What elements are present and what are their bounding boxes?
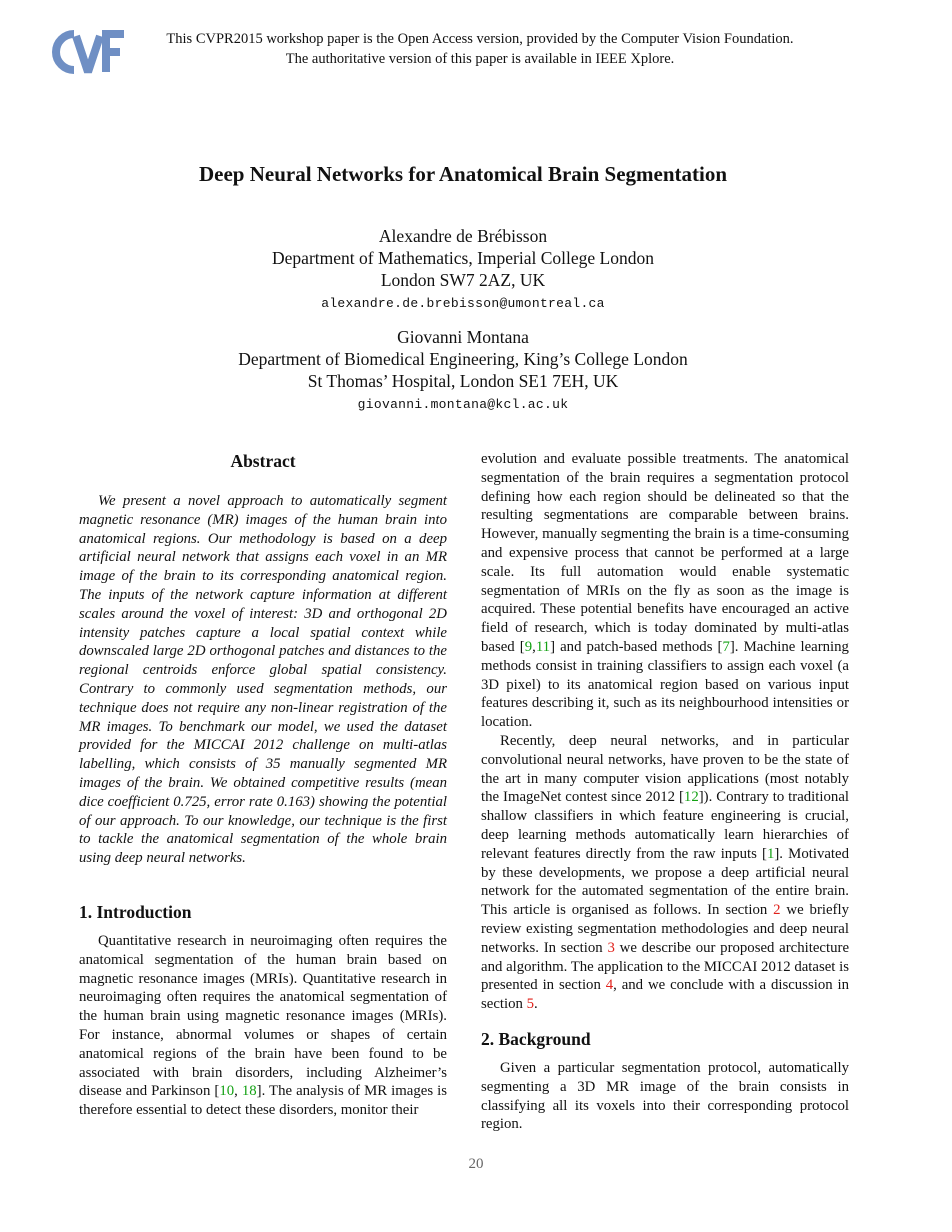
page-number: 20: [468, 1156, 484, 1172]
section-link[interactable]: 2: [773, 902, 781, 919]
intro-paragraph-2: [481, 732, 849, 1014]
body-text: ]. Motivated by these developments, we propose a deep artificial neural network for the automated segmentation of the entire brain. This article is organised as follows. In section: [481, 845, 849, 919]
body-text: we describe our proposed architecture and algorithm. The application to the MICCAI 2012 dataset is presented in section: [481, 939, 850, 994]
citation-link[interactable]: 12: [683, 789, 699, 806]
section-link[interactable]: 5: [526, 996, 535, 1013]
section-link[interactable]: 4: [605, 977, 614, 994]
section-heading-introduction: 1. Introduction: [79, 901, 192, 922]
citation-link[interactable]: 10: [219, 1083, 235, 1100]
citation-link[interactable]: 1: [766, 845, 775, 862]
citation-link[interactable]: 7: [722, 638, 730, 655]
body-text: we briefly review existing segmentation methodologies and deep neural networks. In section: [481, 902, 849, 956]
left-column: [79, 450, 447, 1120]
body-text: Recently, deep neural networks, and in particular convolutional neural networks, have proven to be the state of the art in many computer vision applications (most notably the ImageNet contest since 2012 [: [481, 732, 849, 806]
body-text: Quantitative research in neuroimaging often requires the anatomical segmentation of the human brain based on magnetic resonance images (MRIs). Quantitative research in neuroimaging often requires the anatomical segmentation of the human brain using magnetic resonance images (MRIs). For instance, abnormal volumes or shapes of certain anatomical regions of the brain have been found to be associated with brain disorders, including Alzheimer’s disease and Parkinson [: [79, 932, 447, 1100]
body-text: ]). Contrary to traditional shallow classifiers in which feature engineering is crucial, deep learning methods automatically learn hierarchies of relevant features directly from the raw inputs [: [481, 789, 849, 862]
paper-title: Deep Neural Networks for Anatomical Brain Segmentation: [198, 162, 728, 186]
abstract-text: We present a novel approach to automatically segment magnetic resonance (MR) images of the human brain into anatomical regions. Our methodology is based on a deep artificial neural network that assigns each voxel in an MR image of the brain to its corresponding anatomical region. The inputs of the network capture information at different scales around the voxel of interest: 3D and orthogonal 2D intensity patches capture a local spatial context while downscaled large 2D orthogonal patches and distances to the regional centroids enforce global spatial consistency. Contrary to commonly used segmentation methods, our technique does not require any non-linear registration of the MR images. To benchmark our model, we used the dataset provided for the MICCAI 2012 challenge on multi-atlas labelling, which consists of 35 manually segmented MR images of the brain. We obtained competitive results (mean dice coefficient 0.725, error rate 0.163) showing the potential of our approach. To our knowledge, our technique is the first to tackle the anatomical segmentation of the whole brain using deep neural networks.: [79, 493, 447, 867]
citation-link[interactable]: 11: [535, 638, 551, 655]
notice-line-2: The authoritative version of this paper is available in IEEE Xplore.: [285, 50, 675, 67]
body-text: ]. The analysis of MR images is therefore essential to detect these disorders, monitor their: [79, 1083, 447, 1119]
author-address: St Thomas’ Hospital, London SE1 7EH, UK: [307, 371, 619, 391]
citation-link[interactable]: 9: [524, 638, 533, 655]
author-block: [0, 225, 926, 413]
intro-paragraph-1: Quantitative research in neuroimaging often requires the anatomical segmentation of the human brain based on magnetic resonance images (MRIs). Quantitative research in neuroimaging often requires the anatomical segmentation of the human brain using magnetic resonance images (MRIs). For instance, abnormal volumes or shapes of certain anatomical regions of the brain have been found to be associated with brain disorders, including Alzheimer’s disease and Parkinson [10, 18]. The analysis of MR images is therefore essential to detect these disorders, monitor their: [79, 932, 447, 1119]
body-text: , and we conclude with a discussion in section: [481, 977, 849, 1013]
author-name: Giovanni Montana: [397, 327, 529, 347]
author-department: Department of Biomedical Engineering, King’s College London: [238, 349, 688, 369]
background-paragraph-1: Given a particular segmentation protocol, automatically segmenting a 3D MR image of the brain consists in classifying all its voxels into their corresponding protocol region.: [481, 1059, 849, 1133]
section-link[interactable]: 3: [607, 939, 615, 956]
author-address: London SW7 2AZ, UK: [380, 270, 546, 290]
abstract-heading: Abstract: [230, 451, 296, 471]
author-department: Department of Mathematics, Imperial College London: [272, 248, 654, 268]
body-text: .: [534, 996, 538, 1013]
notice-line-1: This CVPR2015 workshop paper is the Open Access version, provided by the Computer Vision Foundation.: [166, 31, 794, 47]
author-email[interactable]: alexandre.de.brebisson@umontreal.ca: [321, 296, 605, 311]
citation-link[interactable]: 18: [241, 1083, 257, 1100]
section-heading-background: 2. Background: [481, 1028, 591, 1049]
cvf-logo: [52, 28, 126, 76]
open-access-notice: [130, 30, 830, 69]
author-email[interactable]: giovanni.montana@kcl.ac.uk: [357, 397, 569, 412]
right-column: [481, 450, 849, 1134]
intro-paragraph-1-continued: evolution and evaluate possible treatments. The anatomical segmentation of the brain requires a segmentation protocol defining how each region should be delineated so that the resulting segmentations are comparable between brains. However, manually segmenting the brain is a time-consuming and expensive process that cannot be performed at a large scale. Its full automation would enable systematic segmentation of MRIs on the fly as soon as the image is acquired. These potential benefits have encouraged an active field of research, which is today dominated by multi-atlas based [9,11] and patch-based methods [7]. Machine learning methods consist in training classifiers to assign each voxel (a 3D pixel) to its anatomical region based on various input features describing it, such as its neighbourhood intensities or location.: [481, 451, 850, 731]
author-name: Alexandre de Brébisson: [378, 226, 548, 246]
